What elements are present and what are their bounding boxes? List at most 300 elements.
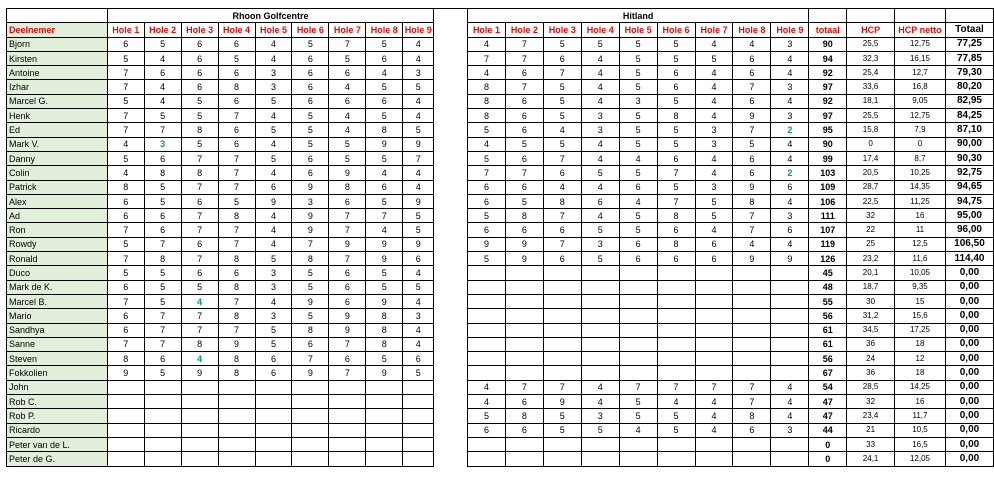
rhoon-score-cell [218, 380, 255, 394]
hitland-score-cell: 5 [543, 37, 581, 51]
rhoon-score-cell: 5 [107, 266, 144, 280]
hitland-score-cell: 5 [657, 423, 695, 437]
table-row [7, 37, 994, 51]
rhoon-score-cell: 8 [218, 366, 255, 380]
hitland-score-cell: 4 [695, 109, 733, 123]
gap-cell [434, 37, 468, 51]
rhoon-score-cell: 5 [218, 194, 255, 208]
hitland-score-cell [505, 309, 543, 323]
hitland-score-cell: 7 [733, 395, 771, 409]
hitland-score-cell: 4 [695, 423, 733, 437]
hitland-score-cell: 4 [695, 94, 733, 108]
hcp-netto-cell: 10,25 [895, 166, 946, 180]
hitland-score-cell: 5 [657, 123, 695, 137]
header-deelnemer: Deelnemer [7, 23, 108, 37]
hitland-score-cell: 4 [695, 80, 733, 94]
hitland-score-cell: 4 [733, 37, 771, 51]
hitland-score-cell: 5 [619, 109, 657, 123]
hitland-score-cell [771, 337, 809, 351]
hitland-score-cell [733, 280, 771, 294]
rhoon-score-cell [218, 395, 255, 409]
rhoon-score-cell [329, 409, 366, 423]
hitland-score-cell: 5 [543, 409, 581, 423]
hitland-score-cell: 4 [695, 66, 733, 80]
table-row [7, 395, 994, 409]
totaal-cell: 126 [809, 252, 847, 266]
rhoon-score-cell: 6 [107, 309, 144, 323]
totaal-cell: 106 [809, 194, 847, 208]
hitland-score-cell [695, 294, 733, 308]
rhoon-score-cell: 9 [403, 237, 434, 251]
rhoon-score-cell [292, 452, 329, 466]
hitland-score-cell: 6 [695, 237, 733, 251]
rhoon-score-cell: 6 [329, 352, 366, 366]
hitland-score-cell: 5 [619, 395, 657, 409]
participant-name: Sandhya [7, 323, 108, 337]
participant-name: Rowdy [7, 237, 108, 251]
totaal-cell: 107 [809, 223, 847, 237]
rhoon-score-cell: 9 [218, 337, 255, 351]
rhoon-score-cell: 6 [218, 94, 255, 108]
final-total-cell: 84,25 [945, 109, 993, 123]
table-row [7, 323, 994, 337]
rhoon-score-cell [181, 452, 218, 466]
rhoon-score-cell: 5 [403, 123, 434, 137]
rhoon-score-cell [181, 395, 218, 409]
header-hcp-netto: HCP netto [895, 23, 946, 37]
final-total-cell: 0,00 [945, 452, 993, 466]
hitland-score-cell: 8 [733, 194, 771, 208]
hitland-score-cell: 3 [771, 80, 809, 94]
hitland-score-cell: 6 [467, 180, 505, 194]
hcp-netto-cell: 12,05 [895, 452, 946, 466]
hitland-score-cell [543, 437, 581, 451]
hcp-netto-cell: 12,5 [895, 237, 946, 251]
rhoon-score-cell: 6 [329, 94, 366, 108]
hitland-score-cell: 6 [619, 237, 657, 251]
hitland-score-cell: 9 [733, 180, 771, 194]
hitland-score-cell: 7 [733, 80, 771, 94]
rhoon-score-cell: 5 [292, 309, 329, 323]
rhoon-score-cell: 5 [144, 194, 181, 208]
participant-name: John [7, 380, 108, 394]
gap-cell [434, 366, 468, 380]
hitland-score-cell [467, 309, 505, 323]
rhoon-score-cell: 4 [255, 109, 292, 123]
totaal-cell: 55 [809, 294, 847, 308]
rhoon-score-cell [144, 423, 181, 437]
hitland-score-cell: 4 [771, 66, 809, 80]
hitland-score-cell [619, 280, 657, 294]
rhoon-score-cell: 4 [403, 37, 434, 51]
rhoon-score-cell: 9 [292, 294, 329, 308]
hcp-cell: 25,4 [847, 66, 895, 80]
totaal-cell: 61 [809, 323, 847, 337]
hitland-score-cell: 4 [619, 423, 657, 437]
hitland-score-cell: 7 [505, 80, 543, 94]
final-total-cell: 82,95 [945, 94, 993, 108]
rhoon-score-cell: 8 [181, 166, 218, 180]
rhoon-score-cell: 7 [144, 323, 181, 337]
participant-name: Steven [7, 352, 108, 366]
rhoon-score-cell: 5 [181, 109, 218, 123]
hitland-score-cell: 5 [543, 137, 581, 151]
total-group-cell [945, 9, 993, 23]
hitland-score-cell: 3 [695, 123, 733, 137]
hcp-cell: 30 [847, 294, 895, 308]
participant-name: Patrick [7, 180, 108, 194]
hitland-score-cell: 6 [695, 252, 733, 266]
hitland-course-title: Hitland [467, 9, 808, 23]
rhoon-score-cell: 6 [292, 66, 329, 80]
rhoon-score-cell: 9 [403, 194, 434, 208]
totaal-cell: 90 [809, 37, 847, 51]
hitland-score-cell: 6 [505, 109, 543, 123]
hitland-score-cell: 4 [695, 37, 733, 51]
gap-cell [434, 209, 468, 223]
final-total-cell: 94,65 [945, 180, 993, 194]
hitland-score-cell: 9 [771, 252, 809, 266]
totaal-cell: 111 [809, 209, 847, 223]
hcp-cell: 23,2 [847, 252, 895, 266]
rhoon-score-cell [144, 437, 181, 451]
hitland-score-cell [467, 352, 505, 366]
totaal-cell: 97 [809, 80, 847, 94]
rhoon-score-cell: 5 [181, 137, 218, 151]
hitland-score-cell [581, 280, 619, 294]
rhoon-score-cell: 4 [403, 180, 434, 194]
hitland-score-cell: 5 [619, 137, 657, 151]
rhoon-score-cell: 6 [366, 94, 403, 108]
rhoon-score-cell: 7 [107, 66, 144, 80]
table-row [7, 137, 994, 151]
hitland-score-cell: 4 [695, 166, 733, 180]
hitland-score-cell [581, 437, 619, 451]
hitland-score-cell: 6 [657, 223, 695, 237]
hcp-cell: 33 [847, 437, 895, 451]
hitland-score-cell [467, 280, 505, 294]
rhoon-score-cell: 6 [181, 37, 218, 51]
hitland-score-cell: 5 [467, 151, 505, 165]
rhoon-score-cell: 4 [107, 137, 144, 151]
hcp-netto-cell: 11 [895, 223, 946, 237]
table-row [7, 309, 994, 323]
rhoon-score-cell [255, 423, 292, 437]
participant-name: Ricardo [7, 423, 108, 437]
hitland-score-cell: 5 [619, 409, 657, 423]
final-total-cell: 114,40 [945, 252, 993, 266]
hitland-score-cell: 9 [467, 237, 505, 251]
hcp-netto-cell: 9,35 [895, 280, 946, 294]
participant-name: Duco [7, 266, 108, 280]
hitland-score-cell: 7 [733, 123, 771, 137]
rhoon-score-cell: 5 [181, 280, 218, 294]
hcp-cell: 21 [847, 423, 895, 437]
rhoon-score-cell [144, 409, 181, 423]
rhoon-score-cell: 8 [292, 323, 329, 337]
table-row [7, 437, 994, 451]
header-rhoon-hole: Hole 7 [329, 23, 366, 37]
participant-name: Peter de G. [7, 452, 108, 466]
rhoon-score-cell [403, 395, 434, 409]
participant-name: Alex [7, 194, 108, 208]
rhoon-score-cell: 5 [366, 194, 403, 208]
rhoon-score-cell [292, 409, 329, 423]
hitland-score-cell: 4 [581, 395, 619, 409]
rhoon-score-cell: 7 [144, 309, 181, 323]
hitland-score-cell [733, 337, 771, 351]
hitland-score-cell: 3 [771, 37, 809, 51]
gap-cell [434, 294, 468, 308]
hitland-score-cell [505, 452, 543, 466]
hitland-score-cell [581, 337, 619, 351]
hitland-score-cell [657, 309, 695, 323]
hcp-netto-cell: 8,7 [895, 151, 946, 165]
hitland-score-cell: 5 [581, 166, 619, 180]
participant-name: Mario [7, 309, 108, 323]
rhoon-score-cell: 7 [329, 366, 366, 380]
rhoon-score-cell [255, 380, 292, 394]
rhoon-score-cell [107, 395, 144, 409]
rhoon-score-cell: 7 [329, 252, 366, 266]
participant-name: Peter van de L. [7, 437, 108, 451]
rhoon-score-cell [329, 452, 366, 466]
hitland-score-cell: 8 [543, 194, 581, 208]
hitland-score-cell: 5 [657, 137, 695, 151]
hitland-score-cell [505, 352, 543, 366]
rhoon-score-cell: 3 [255, 266, 292, 280]
rhoon-score-cell: 6 [329, 66, 366, 80]
hitland-score-cell: 6 [733, 423, 771, 437]
participant-name: Kirsten [7, 51, 108, 65]
hitland-score-cell: 4 [657, 395, 695, 409]
hitland-score-cell: 5 [619, 66, 657, 80]
gap-cell [434, 452, 468, 466]
final-total-cell: 80,20 [945, 80, 993, 94]
hitland-score-cell: 7 [543, 66, 581, 80]
hitland-score-cell [771, 452, 809, 466]
hitland-score-cell: 6 [733, 66, 771, 80]
hitland-score-cell: 7 [543, 237, 581, 251]
hitland-score-cell [619, 352, 657, 366]
rhoon-score-cell: 7 [107, 294, 144, 308]
final-total-cell: 77,25 [945, 37, 993, 51]
scores-table [6, 8, 994, 467]
table-row [7, 180, 994, 194]
final-total-cell: 0,00 [945, 309, 993, 323]
rhoon-score-cell: 4 [403, 294, 434, 308]
participant-name: Mark de K. [7, 280, 108, 294]
table-row [7, 194, 994, 208]
hitland-score-cell: 8 [467, 80, 505, 94]
rhoon-score-cell: 4 [255, 137, 292, 151]
rhoon-score-cell [255, 395, 292, 409]
rhoon-score-cell: 9 [366, 252, 403, 266]
rhoon-score-cell: 6 [255, 366, 292, 380]
hitland-score-cell: 4 [619, 151, 657, 165]
header-rhoon-hole: Hole 3 [181, 23, 218, 37]
hitland-score-cell [695, 266, 733, 280]
header-hitland-hole: Hole 4 [581, 23, 619, 37]
rhoon-score-cell [255, 437, 292, 451]
rhoon-score-cell: 7 [181, 309, 218, 323]
rhoon-score-cell: 6 [255, 180, 292, 194]
table-row [7, 237, 994, 251]
hitland-score-cell: 5 [467, 123, 505, 137]
hitland-score-cell [581, 266, 619, 280]
totaal-cell: 94 [809, 51, 847, 65]
rhoon-score-cell: 4 [255, 37, 292, 51]
hitland-score-cell [771, 309, 809, 323]
hcp-cell: 32 [847, 395, 895, 409]
hitland-score-cell: 6 [505, 223, 543, 237]
hitland-score-cell: 6 [619, 180, 657, 194]
hitland-score-cell: 4 [581, 94, 619, 108]
hitland-score-cell: 5 [619, 209, 657, 223]
hitland-score-cell [695, 452, 733, 466]
rhoon-score-cell: 5 [366, 80, 403, 94]
hitland-score-cell [543, 294, 581, 308]
hitland-score-cell: 3 [619, 94, 657, 108]
rhoon-score-cell: 6 [107, 209, 144, 223]
rhoon-score-cell: 6 [292, 166, 329, 180]
rhoon-score-cell: 7 [181, 209, 218, 223]
rhoon-score-cell [329, 380, 366, 394]
totaal-cell: 56 [809, 352, 847, 366]
column-header-row [7, 23, 994, 37]
header-hitland-hole: Hole 2 [505, 23, 543, 37]
rhoon-score-cell: 5 [107, 151, 144, 165]
rhoon-score-cell [329, 423, 366, 437]
hitland-score-cell: 5 [619, 166, 657, 180]
hcp-cell: 18,7 [847, 280, 895, 294]
header-totaal: totaal [809, 23, 847, 37]
rhoon-score-cell [366, 380, 403, 394]
rhoon-score-cell: 9 [366, 137, 403, 151]
final-total-cell: 94,75 [945, 194, 993, 208]
hitland-score-cell [771, 294, 809, 308]
gap-cell [434, 9, 468, 23]
hitland-score-cell: 4 [581, 209, 619, 223]
hitland-score-cell: 6 [733, 94, 771, 108]
final-total-cell: 0,00 [945, 294, 993, 308]
hitland-score-cell [733, 437, 771, 451]
hitland-score-cell [657, 437, 695, 451]
hcp-netto-cell: 14,25 [895, 380, 946, 394]
gap-cell [434, 180, 468, 194]
hitland-score-cell: 3 [771, 209, 809, 223]
rhoon-score-cell [144, 380, 181, 394]
rhoon-score-cell: 6 [292, 80, 329, 94]
hitland-score-cell: 5 [733, 137, 771, 151]
header-hitland-hole: Hole 6 [657, 23, 695, 37]
hitland-score-cell [505, 294, 543, 308]
rhoon-score-cell: 6 [403, 252, 434, 266]
rhoon-score-cell: 7 [181, 151, 218, 165]
totaal-cell: 109 [809, 180, 847, 194]
hitland-score-cell: 3 [771, 423, 809, 437]
hitland-score-cell: 2 [771, 123, 809, 137]
gap-cell [434, 66, 468, 80]
gap-cell [434, 123, 468, 137]
hitland-score-cell: 8 [505, 209, 543, 223]
rhoon-score-cell: 4 [329, 80, 366, 94]
gap-cell [434, 437, 468, 451]
hitland-score-cell [733, 309, 771, 323]
rhoon-score-cell: 6 [329, 280, 366, 294]
hitland-score-cell [543, 452, 581, 466]
hitland-score-cell: 6 [505, 423, 543, 437]
hitland-score-cell [543, 309, 581, 323]
hcp-netto-cell: 16,15 [895, 51, 946, 65]
hitland-score-cell [543, 280, 581, 294]
totaal-cell: 47 [809, 409, 847, 423]
hcp-netto-cell: 11,6 [895, 252, 946, 266]
hitland-score-cell [695, 352, 733, 366]
rhoon-score-cell: 6 [292, 94, 329, 108]
hitland-score-cell: 7 [505, 51, 543, 65]
totaal-cell: 97 [809, 109, 847, 123]
hitland-score-cell: 8 [467, 94, 505, 108]
hitland-score-cell [695, 323, 733, 337]
gap-cell [434, 194, 468, 208]
header-hitland-hole: Hole 3 [543, 23, 581, 37]
hitland-score-cell: 7 [695, 380, 733, 394]
hitland-score-cell: 7 [467, 51, 505, 65]
hitland-score-cell [619, 294, 657, 308]
hitland-score-cell [619, 323, 657, 337]
rhoon-score-cell: 4 [403, 337, 434, 351]
hitland-score-cell: 6 [657, 66, 695, 80]
rhoon-score-cell [181, 380, 218, 394]
rhoon-score-cell: 9 [403, 137, 434, 151]
rhoon-score-cell: 8 [366, 123, 403, 137]
rhoon-score-cell: 5 [366, 151, 403, 165]
hitland-score-cell: 6 [543, 51, 581, 65]
hcp-netto-cell: 0 [895, 137, 946, 151]
hitland-score-cell [657, 294, 695, 308]
rhoon-score-cell: 7 [218, 151, 255, 165]
hitland-score-cell: 4 [467, 137, 505, 151]
gap-cell [434, 51, 468, 65]
hitland-score-cell [619, 437, 657, 451]
final-total-cell: 92,75 [945, 166, 993, 180]
rhoon-score-cell: 5 [292, 137, 329, 151]
hitland-score-cell: 7 [733, 209, 771, 223]
hcp-netto-cell: 16 [895, 209, 946, 223]
rhoon-score-cell: 4 [403, 109, 434, 123]
rhoon-score-cell: 6 [218, 37, 255, 51]
hitland-score-cell [695, 437, 733, 451]
rhoon-score-cell: 5 [107, 51, 144, 65]
rhoon-score-cell: 9 [107, 366, 144, 380]
rhoon-score-cell: 9 [292, 180, 329, 194]
hcp-cell: 25,5 [847, 37, 895, 51]
hcp-cell: 24 [847, 352, 895, 366]
totaal-cell: 45 [809, 266, 847, 280]
rhoon-score-cell: 4 [255, 209, 292, 223]
rhoon-score-cell: 5 [144, 294, 181, 308]
gap-cell [434, 109, 468, 123]
totaal-cell: 95 [809, 123, 847, 137]
rhoon-score-cell: 7 [292, 352, 329, 366]
rhoon-score-cell: 5 [329, 51, 366, 65]
final-total-cell: 79,30 [945, 66, 993, 80]
rhoon-score-cell: 5 [218, 51, 255, 65]
rhoon-score-cell: 5 [292, 266, 329, 280]
table-row [7, 452, 994, 466]
rhoon-score-cell: 6 [107, 37, 144, 51]
